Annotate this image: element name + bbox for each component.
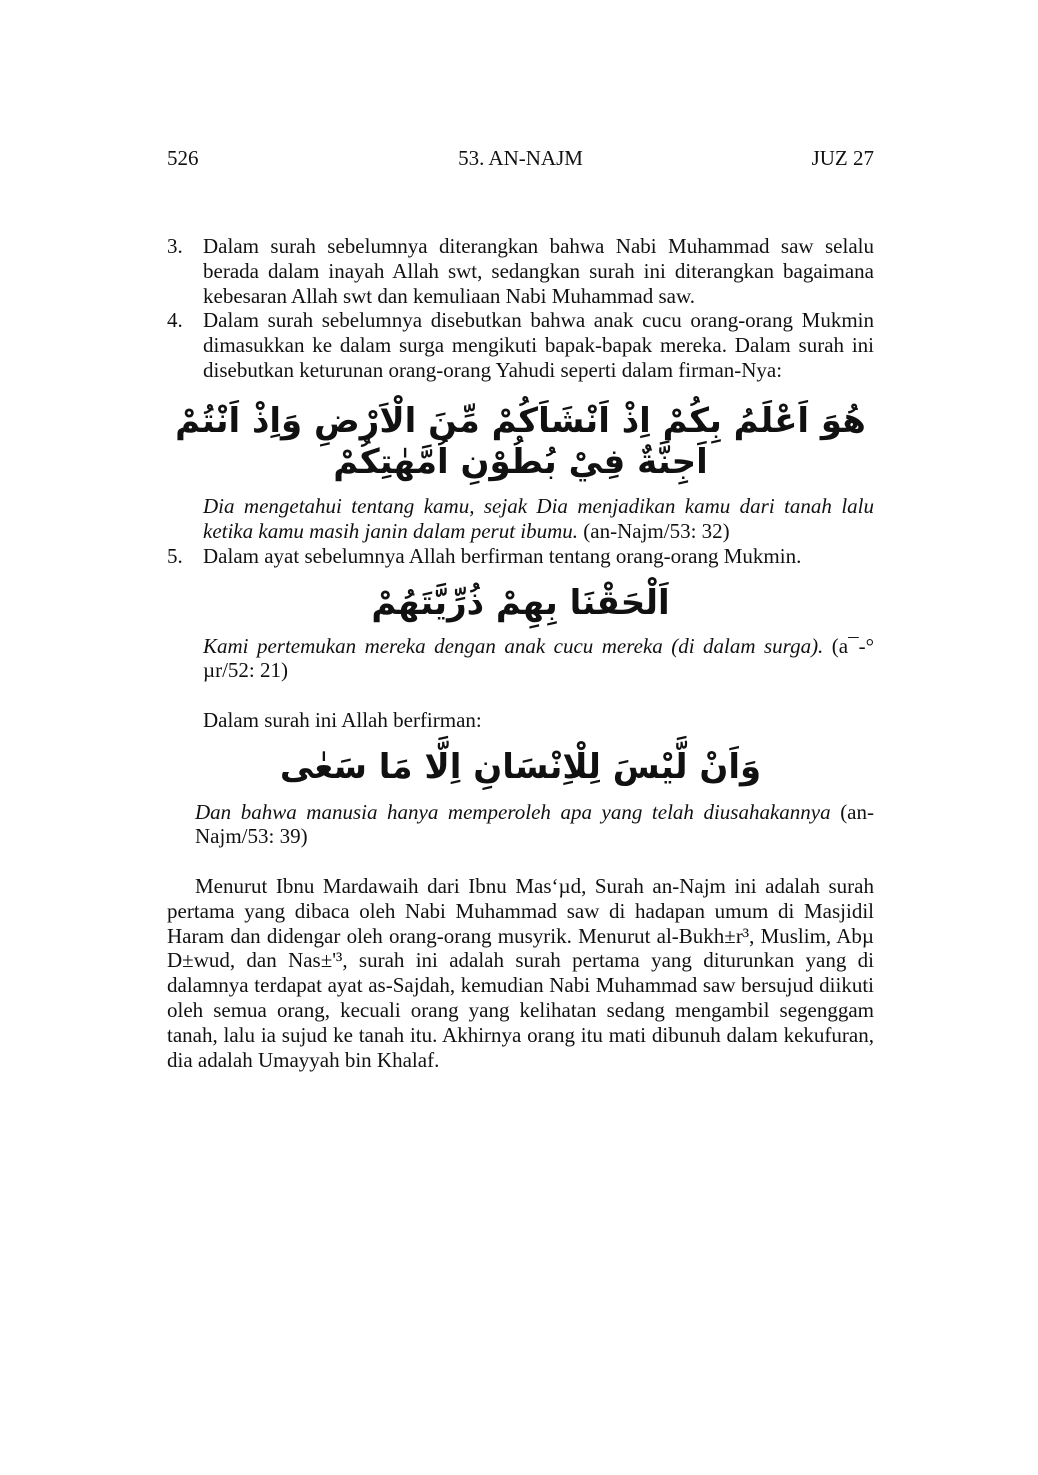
verse-translation — [167, 800, 874, 850]
surah-title: 53. AN-NAJM — [458, 146, 583, 170]
verse-reference: (an-Najm/53: 39) — [195, 799, 874, 849]
verse-translation — [167, 634, 874, 684]
list-item-5 — [167, 544, 874, 569]
list-number: 5. — [167, 543, 183, 568]
juz-label: JUZ 27 — [811, 146, 874, 170]
verse-translation — [167, 494, 874, 544]
arabic-verse-tur-21: اَلْحَقْنَا بِهِمْ ذُرِّيَّتَهُمْ — [371, 582, 670, 623]
list-item-text: Dalam ayat sebelumnya Allah berfirman tentang orang-orang Mukmin. — [203, 543, 802, 568]
verse-reference: (an-Najm/53: 32) — [583, 519, 730, 544]
page-number: 526 — [167, 146, 199, 170]
page-content — [167, 234, 874, 1072]
list-item-text: Dalam surah sebelumnya disebutkan bahwa anak cucu orang-orang Mukmin dimasukkan ke dalam surga mengikuti bapak-bapak mereka. Dalam surah ini disebutkan keturunan orang-orang Yahudi seperti dalam firman-Nya: — [203, 308, 874, 382]
blank-line — [167, 683, 874, 708]
list-item-text: Dalam surah sebelumnya diterangkan bahwa Nabi Muhammad saw selalu berada dalam inayah Allah swt, sedangkan surah ini diterangkan bagaimana kebesaran Allah swt dan kemuliaan Nabi Muhammad saw. — [203, 234, 874, 308]
translation-text: Dan bahwa manusia hanya memperoleh apa yang telah diusahakannya — [195, 799, 831, 824]
follow-text: Dalam surah ini Allah berfirman: — [203, 707, 482, 732]
body-paragraph: Menurut Ibnu Mardawaih dari Ibnu Mas‘µd, Surah an-Najm ini adalah surah pertama yang dibaca oleh Nabi Muhammad saw di hadapan umum di Masjidil Haram dan didengar oleh orang-orang musyrik. Menurut al-Bukh±r³, Muslim, Abµ D±wud, dan Nas±'³, surah ini adalah surah pertama yang diturunkan yang di dalamnya terdapat ayat as-Sajdah, kemudian Nabi Muhammad saw bersujud diikuti oleh semua orang, kecuali orang yang kelihatan sedang mengambil segenggam tanah, lalu ia sujud ke tanah itu. Akhirnya orang itu mati dibunuh dalam kekufuran, dia adalah Umayyah bin Khalaf. — [167, 873, 874, 1072]
arabic-verse-najm-39: وَاَنْ لَّيْسَ لِلْاِنْسَانِ اِلَّا مَا سَعٰى — [279, 746, 762, 787]
list-item-4 — [167, 308, 874, 382]
verse-reference: (a¯-° µr/52: 21) — [203, 633, 874, 683]
translation-text: Dia mengetahui tentang kamu, sejak Dia menjadikan kamu dari tanah lalu ketika kamu masih janin dalam perut ibumu. — [203, 494, 874, 544]
list-number: 3. — [167, 234, 183, 258]
page-header — [167, 146, 874, 172]
list-number: 4. — [167, 308, 183, 333]
list-item-3 — [167, 234, 874, 308]
arabic-verse-najm-32: هُوَ اَعْلَمُ بِكُمْ اِذْ اَنْشَاَكُمْ مِّنَ الْاَرْضِ وَاِذْ اَنْتُمْ اَجِنَّةٌ فِيْ بُطُوْنِ اُمَّهٰتِكُمْ — [175, 400, 866, 482]
translation-text: Kami pertemukan mereka dengan anak cucu mereka (di dalam surga). — [203, 633, 824, 658]
